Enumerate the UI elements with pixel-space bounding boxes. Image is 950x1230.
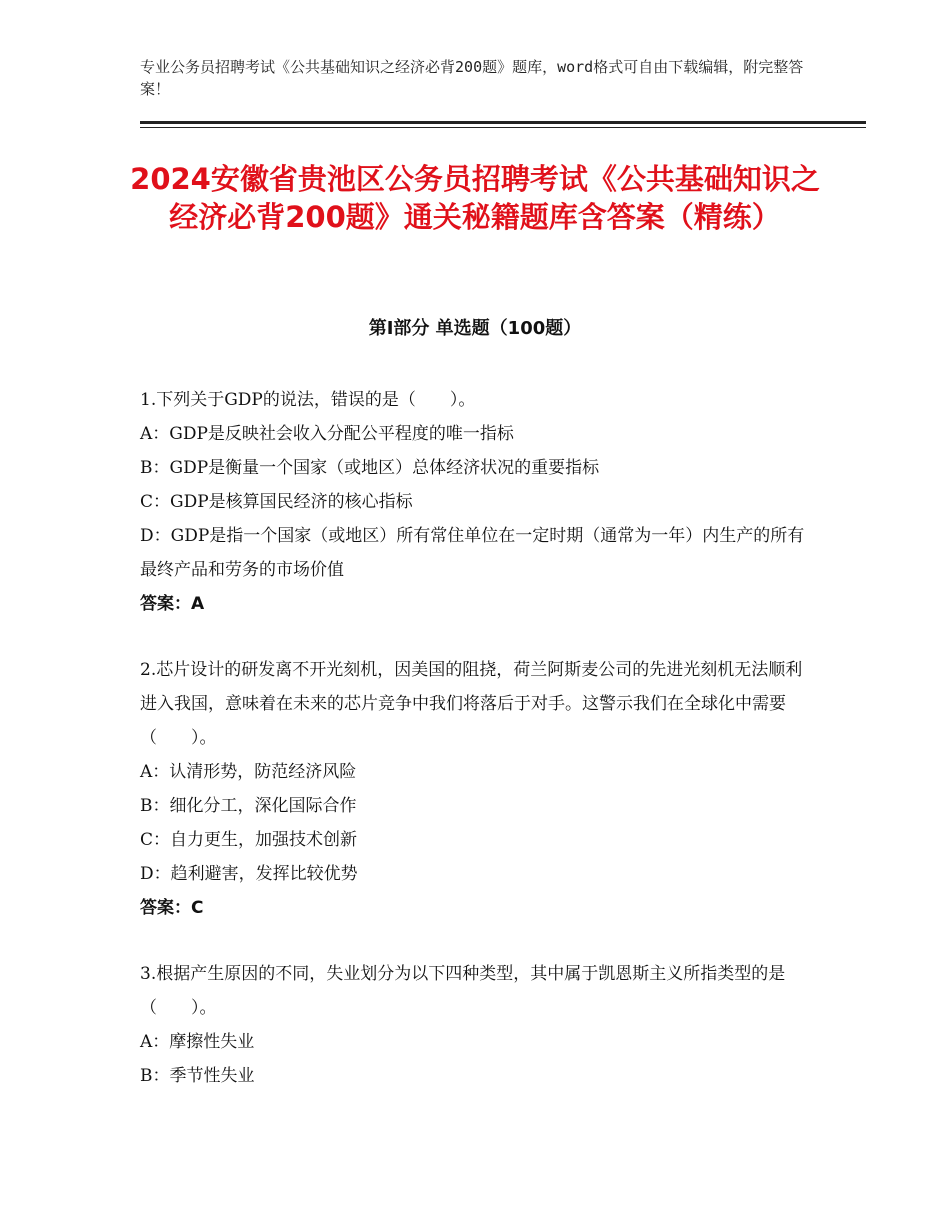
question-stem: 3.根据产生原因的不同，失业划分为以下四种类型，其中属于凯恩斯主义所指类型的是（ ）。 bbox=[140, 964, 786, 1018]
option-a: A：摩擦性失业 bbox=[140, 1032, 255, 1052]
question-2 bbox=[140, 653, 810, 925]
option-c: C：自力更生，加强技术创新 bbox=[140, 830, 358, 850]
header-divider-thick bbox=[140, 121, 866, 124]
question-stem: 2.芯片设计的研发离不开光刻机，因美国的阻挠，荷兰阿斯麦公司的先进光刻机无法顺利进入我国，意味着在未来的芯片竞争中我们将落后于对手。这警示我们在全球化中需要（ ）。 bbox=[140, 660, 803, 748]
section-title: 第Ⅰ部分 单选题（100题） bbox=[368, 318, 582, 339]
option-b: B：季节性失业 bbox=[140, 1066, 255, 1086]
header-divider-thin bbox=[140, 127, 866, 128]
question-stem: 1.下列关于GDP的说法，错误的是（ ）。 bbox=[140, 390, 476, 410]
question-3 bbox=[140, 957, 810, 1093]
document-title: 2024安徽省贵池区公务员招聘考试《公共基础知识之经济必背200题》通关秘籍题库含答案（精练） bbox=[130, 162, 820, 234]
option-d: D：GDP是指一个国家（或地区）所有常住单位在一定时期（通常为一年）内生产的所有最终产品和劳务的市场价值 bbox=[140, 526, 805, 580]
question-1 bbox=[140, 383, 810, 621]
option-a: A：GDP是反映社会收入分配公平程度的唯一指标 bbox=[140, 424, 514, 444]
option-b: B：细化分工，深化国际合作 bbox=[140, 796, 357, 816]
answer-label: 答案：A bbox=[140, 594, 205, 614]
option-d: D：趋利避害，发挥比较优势 bbox=[140, 864, 358, 884]
answer-label: 答案：C bbox=[140, 898, 204, 918]
header-note: 专业公务员招聘考试《公共基础知识之经济必背200题》题库，word格式可自由下载编辑，附完整答案！ bbox=[140, 58, 804, 98]
option-b: B：GDP是衡量一个国家（或地区）总体经济状况的重要指标 bbox=[140, 458, 600, 478]
option-c: C：GDP是核算国民经济的核心指标 bbox=[140, 492, 413, 512]
question-list bbox=[140, 383, 810, 1125]
option-a: A：认清形势，防范经济风险 bbox=[140, 762, 357, 782]
